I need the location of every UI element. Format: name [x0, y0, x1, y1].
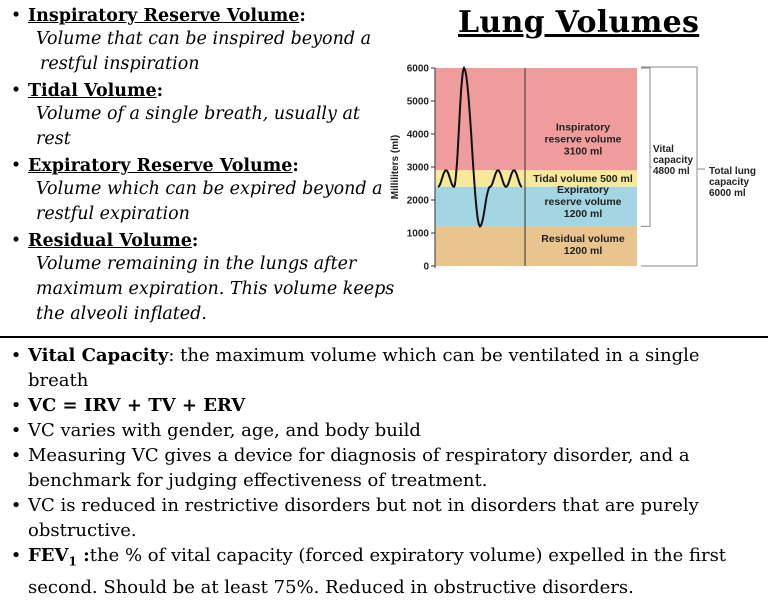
total-capacity-label: 6000 ml: [709, 188, 746, 199]
bullet: •: [10, 545, 22, 566]
def-line: Volume remaining in the lungs after: [36, 254, 357, 274]
y-axis-label: Milliliters (ml): [390, 134, 401, 200]
zone-label-erv: Expiratory: [557, 184, 609, 197]
term-colon: :: [299, 6, 306, 26]
zone-label-erv: reserve volume: [544, 196, 622, 209]
bullet: •: [10, 231, 22, 251]
vital-capacity-notes: [4, 343, 764, 600]
section-divider: [0, 336, 768, 338]
y-tick-label: 0: [423, 261, 429, 273]
y-tick-label: 2000: [406, 195, 429, 207]
note-formula: [4, 393, 764, 418]
note-reduced: [4, 493, 764, 543]
note-bold: Vital Capacity: [28, 345, 169, 366]
vital-capacity-label: capacity: [653, 155, 694, 166]
note-line: Measuring VC gives a device for diagnosis of respiratory disorder, and a: [28, 445, 690, 466]
term-colon: :: [191, 231, 199, 251]
def-line: the alveoli inflated.: [36, 304, 207, 324]
fev-subscript: 1: [68, 554, 77, 569]
y-tick-label: 1000: [406, 228, 429, 240]
bullet: •: [10, 395, 22, 416]
page-title: Lung Volumes: [458, 5, 700, 40]
total-capacity-label: Total lung: [709, 166, 757, 177]
bullet: •: [10, 495, 22, 516]
note-varies: [4, 418, 764, 443]
bullet: •: [10, 345, 22, 366]
vital-capacity-bracket: [641, 68, 650, 226]
def-line: maximum expiration. This volume keeps: [36, 279, 395, 299]
def-line: rest: [36, 129, 71, 149]
zone-irv: [435, 68, 637, 170]
bullet: •: [10, 420, 22, 441]
zone-label-tv: Tidal volume 500 ml: [533, 173, 633, 186]
fev-colon: :: [76, 545, 90, 566]
bullet: •: [10, 445, 22, 466]
note-text: : the maximum volume which can be ventilated in a single breath: [28, 345, 700, 391]
note-measuring: [4, 443, 764, 493]
total-capacity-label: capacity: [709, 177, 750, 188]
zone-label-irv: 3100 ml: [563, 145, 603, 158]
note-line: benchmark for judging effectiveness of treatment.: [28, 470, 488, 491]
note-fev1: [4, 543, 764, 600]
note-line: VC is reduced in restrictive disorders but not in disorders that are purely: [28, 495, 699, 516]
bullet: •: [10, 6, 22, 26]
bullet: •: [10, 81, 22, 101]
y-tick-label: 5000: [406, 96, 429, 108]
note-text: VC varies with gender, age, and body build: [28, 420, 421, 441]
vital-capacity-label: 4800 ml: [653, 166, 690, 177]
term-colon: :: [156, 81, 164, 101]
def-line: restful expiration: [36, 204, 190, 224]
note-vc-definition: [4, 343, 764, 393]
zone-label-irv: Inspiratory: [555, 121, 611, 134]
y-tick-label: 6000: [406, 63, 429, 75]
term-colon: :: [292, 156, 299, 176]
def-line: restful inspiration: [40, 54, 200, 74]
zone-label-irv: reserve volume: [544, 133, 622, 146]
y-tick-label: 4000: [406, 129, 429, 141]
zone-label-rv: 1200 ml: [563, 245, 603, 258]
y-tick-label: 3000: [406, 162, 429, 174]
def-line: Volume that can be inspired beyond a: [36, 29, 372, 49]
term-name: Expiratory Reserve Volume: [28, 156, 293, 176]
note-line: second. Should be at least 75%. Reduced in obstructive disorders.: [28, 576, 634, 598]
note-formula-text: VC = IRV + TV + ERV: [28, 395, 246, 416]
fev-label: FEV: [28, 545, 69, 566]
def-line: Volume which can be expired beyond a: [36, 179, 383, 199]
term-name: Residual Volume: [28, 231, 192, 251]
note-line: the % of vital capacity (forced expiratory volume) expelled in the first: [89, 545, 727, 566]
zone-label-erv: 1200 ml: [563, 208, 603, 221]
def-line: Volume of a single breath, usually at: [36, 104, 360, 124]
note-line: obstructive.: [28, 520, 137, 541]
term-name: Inspiratory Reserve Volume: [28, 6, 300, 26]
vital-capacity-label: Vital: [653, 144, 674, 155]
term-name: Tidal Volume: [28, 81, 157, 101]
zone-label-rv: Residual volume: [541, 233, 625, 246]
bullet: •: [10, 156, 22, 176]
